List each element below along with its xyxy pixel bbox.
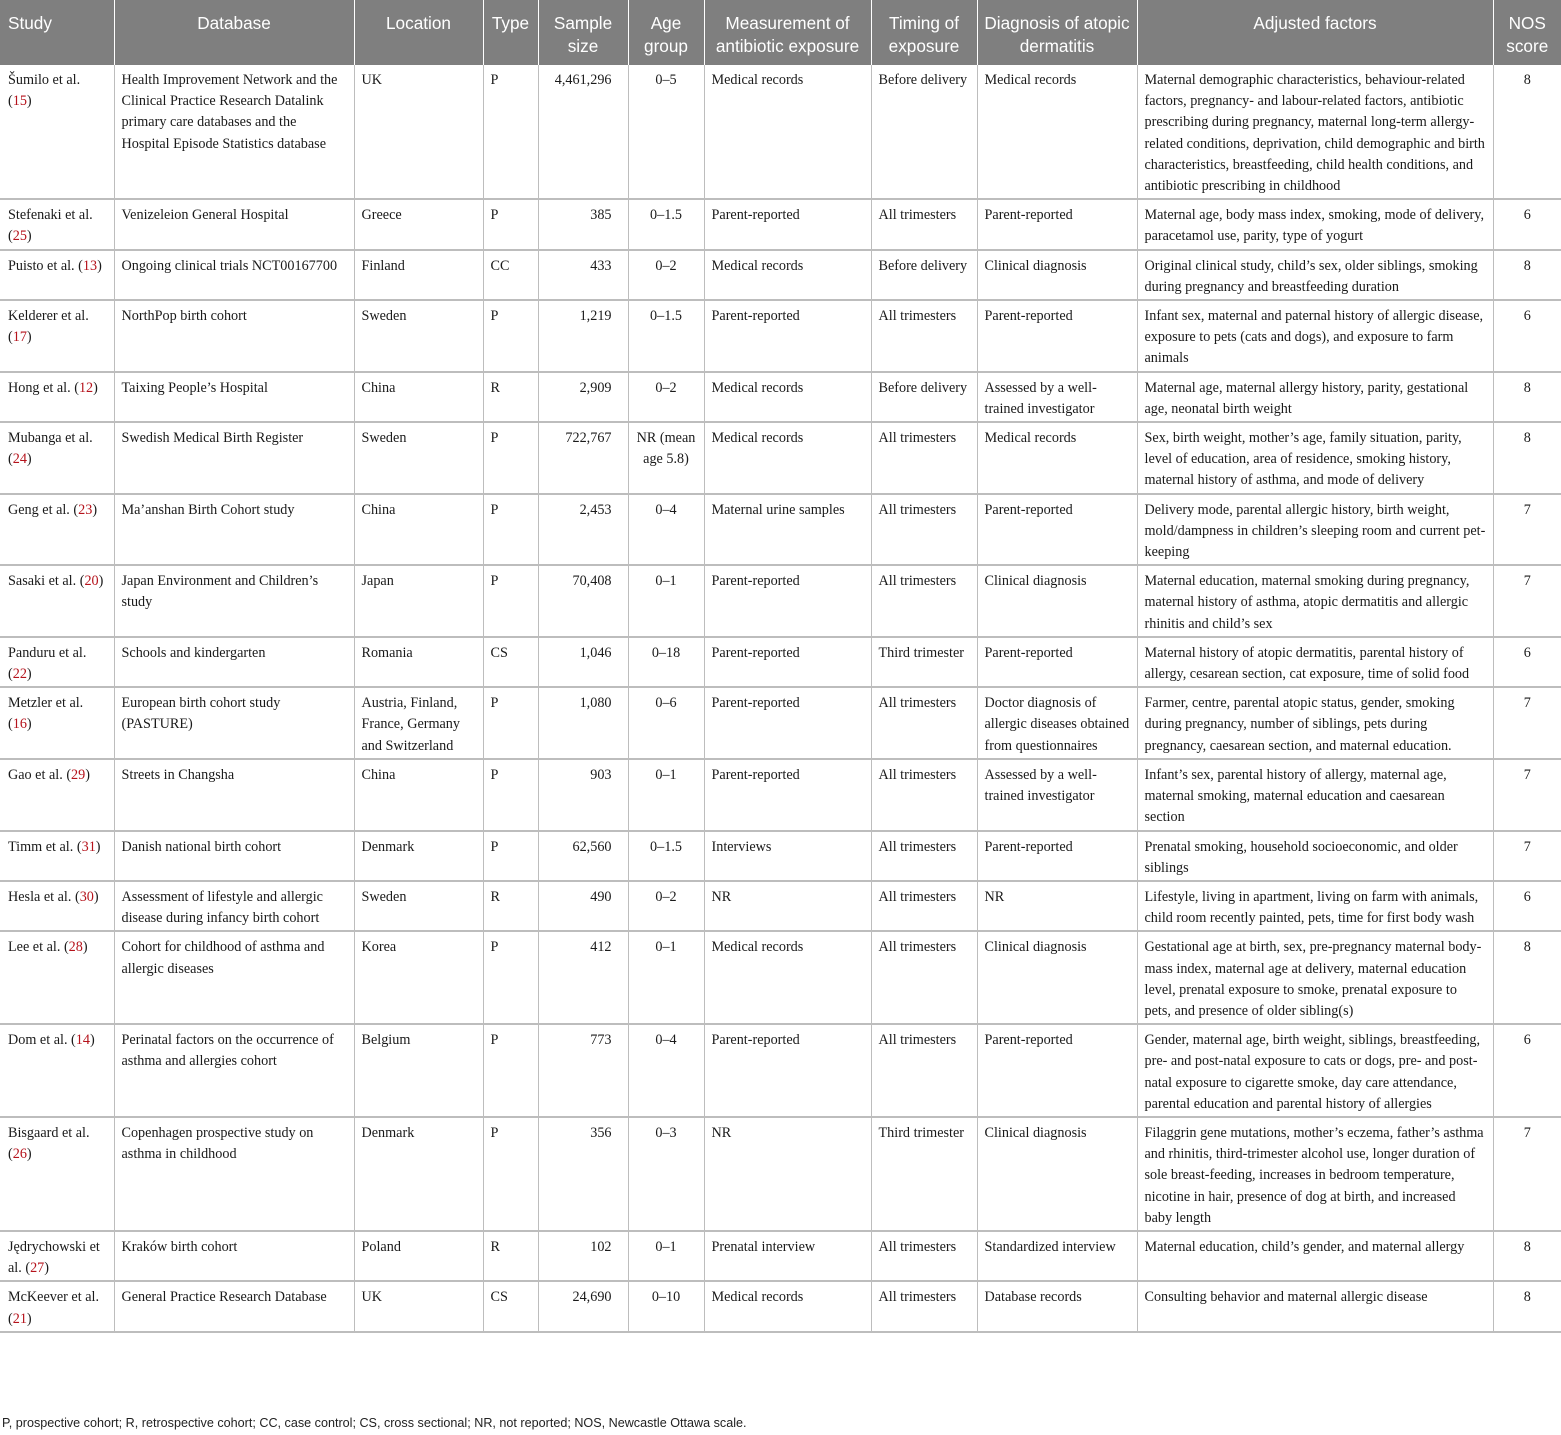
cell-nos-score: 7 [1493, 1117, 1561, 1231]
cell-study: Mubanga et al. (24) [0, 422, 114, 494]
cell-study: Sasaki et al. (20) [0, 565, 114, 637]
cell-adjusted-factors: Lifestyle, living in apartment, living on farm with animals, child room recently painted, pets, time for first body wash [1137, 881, 1493, 931]
cell-database: Japan Environment and Children’s study [114, 565, 354, 637]
cell-type: CS [483, 637, 538, 687]
cell-study: Gao et al. (29) [0, 759, 114, 831]
cell-location: Denmark [354, 831, 483, 881]
cell-study: Lee et al. (28) [0, 931, 114, 1024]
cell-nos-score: 8 [1493, 250, 1561, 300]
cell-database: Assessment of lifestyle and allergic disease during infancy birth cohort [114, 881, 354, 931]
cell-diagnosis: Clinical diagnosis [977, 250, 1137, 300]
cell-adjusted-factors: Infant sex, maternal and paternal history of allergic disease, exposure to pets (cats and dogs), and exposure to farm animals [1137, 300, 1493, 372]
header-row [0, 0, 1561, 65]
cell-adjusted-factors: Maternal education, maternal smoking during pregnancy, maternal history of asthma, atopic dermatitis and allergic rhinitis and child’s sex [1137, 565, 1493, 637]
cell-measurement: Medical records [704, 372, 871, 422]
table-row [0, 637, 1561, 687]
cell-study: Geng et al. (23) [0, 494, 114, 566]
table-header [0, 0, 1561, 65]
table-row [0, 300, 1561, 372]
cell-type: R [483, 881, 538, 931]
cell-sample-size: 490 [538, 881, 628, 931]
cell-measurement: Parent-reported [704, 199, 871, 249]
cell-diagnosis: Parent-reported [977, 1024, 1137, 1117]
study-name: Šumilo et al. [8, 72, 81, 88]
study-name: Hesla et al. [8, 888, 72, 905]
reference-link[interactable]: 17 [12, 329, 27, 346]
reference-link[interactable]: 28 [68, 939, 83, 956]
cell-timing: All trimesters [871, 199, 977, 249]
cell-age-group: 0–6 [628, 687, 704, 759]
cell-sample-size: 2,909 [538, 372, 628, 422]
cell-age-group: 0–1 [628, 565, 704, 637]
cell-location: China [354, 372, 483, 422]
cell-nos-score: 7 [1493, 565, 1561, 637]
cell-age-group: 0–18 [628, 637, 704, 687]
cell-diagnosis: Clinical diagnosis [977, 565, 1137, 637]
header-age-group: Age group [628, 0, 704, 65]
cell-adjusted-factors: Maternal age, maternal allergy history, parity, gestational age, neonatal birth weight [1137, 372, 1493, 422]
cell-location: UK [354, 65, 483, 199]
cell-measurement: Parent-reported [704, 759, 871, 831]
cell-adjusted-factors: Delivery mode, parental allergic history, birth weight, mold/dampness in children’s sleeping room and current pet-keeping [1137, 494, 1493, 566]
cell-age-group: NR (mean age 5.8) [628, 422, 704, 494]
cell-age-group: 0–2 [628, 250, 704, 300]
cell-type: P [483, 300, 538, 372]
table-row [0, 565, 1561, 637]
cell-database: Schools and kindergarten [114, 637, 354, 687]
cell-measurement: NR [704, 1117, 871, 1231]
cell-nos-score: 8 [1493, 65, 1561, 199]
cell-study: Jędrychowski et al. (27) [0, 1231, 114, 1281]
header-type: Type [483, 0, 538, 65]
cell-measurement: Medical records [704, 250, 871, 300]
cell-diagnosis: Assessed by a well-trained investigator [977, 372, 1137, 422]
cell-study: Hong et al. (12) [0, 372, 114, 422]
cell-type: P [483, 565, 538, 637]
cell-database: Health Improvement Network and the Clinical Practice Research Datalink primary care databases and the Hospital Episode Statistics database [114, 65, 354, 199]
study-name: Gao et al. [8, 766, 63, 783]
cell-timing: All trimesters [871, 300, 977, 372]
cell-database: General Practice Research Database [114, 1281, 354, 1331]
cell-nos-score: 7 [1493, 687, 1561, 759]
table-row [0, 881, 1561, 931]
cell-sample-size: 773 [538, 1024, 628, 1117]
cell-sample-size: 24,690 [538, 1281, 628, 1331]
cell-diagnosis: Doctor diagnosis of allergic diseases obtained from questionnaires [977, 687, 1137, 759]
reference-link[interactable]: 31 [81, 838, 96, 855]
cell-diagnosis: Medical records [977, 422, 1137, 494]
table-row [0, 372, 1561, 422]
cell-adjusted-factors: Gestational age at birth, sex, pre-pregnancy maternal body-mass index, maternal age at delivery, maternal education level, prenatal exposure to smoke, prenatal exposure to pets, and presence of older sibling(s) [1137, 931, 1493, 1024]
cell-sample-size: 102 [538, 1231, 628, 1281]
cell-age-group: 0–1 [628, 759, 704, 831]
cell-timing: All trimesters [871, 881, 977, 931]
cell-sample-size: 385 [538, 199, 628, 249]
cell-nos-score: 8 [1493, 372, 1561, 422]
study-name: Bisgaard et al. [8, 1124, 90, 1141]
cell-database: Taixing People’s Hospital [114, 372, 354, 422]
reference-link[interactable]: 26 [12, 1146, 27, 1163]
table-row [0, 1117, 1561, 1231]
cell-diagnosis: Parent-reported [977, 300, 1137, 372]
cell-location: Belgium [354, 1024, 483, 1117]
cell-measurement: Medical records [704, 1281, 871, 1331]
study-name: Puisto et al. [8, 257, 75, 274]
table-row [0, 199, 1561, 249]
cell-nos-score: 8 [1493, 1281, 1561, 1331]
study-name: Kelderer et al. [8, 308, 89, 325]
cell-adjusted-factors: Sex, birth weight, mother’s age, family situation, parity, level of education, area of residence, smoking history, maternal history of asthma, and mode of delivery [1137, 422, 1493, 494]
reference-link[interactable]: 14 [75, 1032, 90, 1049]
cell-location: Finland [354, 250, 483, 300]
cell-location: Poland [354, 1231, 483, 1281]
cell-timing: All trimesters [871, 1231, 977, 1281]
study-name: McKeever et al. [8, 1289, 99, 1306]
cell-study: Dom et al. (14) [0, 1024, 114, 1117]
cell-nos-score: 8 [1493, 422, 1561, 494]
cell-timing: Before delivery [871, 250, 977, 300]
cell-sample-size: 722,767 [538, 422, 628, 494]
header-nos-score: NOS score [1493, 0, 1561, 65]
cell-diagnosis: Standardized interview [977, 1231, 1137, 1281]
cell-database: Ma’anshan Birth Cohort study [114, 494, 354, 566]
table-row [0, 759, 1561, 831]
header-sample-size: Sample size [538, 0, 628, 65]
cell-adjusted-factors: Maternal demographic characteristics, behaviour-related factors, pregnancy- and labour-related factors, antibiotic prescribing during pregnancy, maternal long-term allergy- related conditions, deprivation, child demographic and birth characteristics, breastfeeding, child health conditions, and antibiotic prescribing in childhood [1137, 65, 1493, 199]
reference-link[interactable]: 16 [12, 716, 27, 733]
cell-age-group: 0–1.5 [628, 831, 704, 881]
table-row [0, 687, 1561, 759]
cell-location: Romania [354, 637, 483, 687]
cell-nos-score: 6 [1493, 1024, 1561, 1117]
cell-database: Danish national birth cohort [114, 831, 354, 881]
study-name: Stefenaki et al. [8, 207, 93, 224]
study-name: Hong et al. [8, 379, 71, 396]
study-name: Timm et al. [8, 838, 74, 855]
cell-timing: All trimesters [871, 1024, 977, 1117]
cell-measurement: Parent-reported [704, 1024, 871, 1117]
cell-database: Kraków birth cohort [114, 1231, 354, 1281]
cell-timing: All trimesters [871, 759, 977, 831]
cell-measurement: Medical records [704, 65, 871, 199]
cell-timing: Before delivery [871, 372, 977, 422]
cell-type: P [483, 831, 538, 881]
header-database: Database [114, 0, 354, 65]
cell-timing: Third trimester [871, 637, 977, 687]
cell-diagnosis: Assessed by a well-trained investigator [977, 759, 1137, 831]
cell-diagnosis: NR [977, 881, 1137, 931]
cell-measurement: Prenatal interview [704, 1231, 871, 1281]
cell-location: Greece [354, 199, 483, 249]
reference-link[interactable]: 30 [79, 888, 94, 905]
cell-measurement: Parent-reported [704, 637, 871, 687]
table-row [0, 831, 1561, 881]
cell-diagnosis: Parent-reported [977, 199, 1137, 249]
cell-study: Bisgaard et al. (26) [0, 1117, 114, 1231]
cell-nos-score: 6 [1493, 881, 1561, 931]
header-location: Location [354, 0, 483, 65]
cell-type: CS [483, 1281, 538, 1331]
cell-diagnosis: Parent-reported [977, 831, 1137, 881]
table-row [0, 1024, 1561, 1117]
cell-database: NorthPop birth cohort [114, 300, 354, 372]
reference-link[interactable]: 29 [71, 766, 86, 783]
study-name: Panduru et al. [8, 644, 87, 661]
reference-link[interactable]: 13 [82, 257, 98, 274]
cell-adjusted-factors: Infant’s sex, parental history of allergy, maternal age, maternal smoking, maternal education and caesarean section [1137, 759, 1493, 831]
study-name: Lee et al. [8, 939, 61, 956]
reference-link[interactable]: 12 [78, 379, 94, 396]
reference-link[interactable]: 15 [12, 93, 27, 110]
cell-diagnosis: Database records [977, 1281, 1137, 1331]
cell-location: Austria, Finland, France, Germany and Switzerland [354, 687, 483, 759]
cell-study: Stefenaki et al. (25) [0, 199, 114, 249]
cell-measurement: Medical records [704, 931, 871, 1024]
cell-age-group: 0–2 [628, 881, 704, 931]
cell-measurement: Maternal urine samples [704, 494, 871, 566]
cell-nos-score: 7 [1493, 494, 1561, 566]
cell-adjusted-factors: Maternal age, body mass index, smoking, mode of delivery, paracetamol use, parity, type of yogurt [1137, 199, 1493, 249]
cell-timing: Third trimester [871, 1117, 977, 1231]
table-row [0, 1281, 1561, 1331]
cell-adjusted-factors: Consulting behavior and maternal allergic disease [1137, 1281, 1493, 1331]
study-name: Dom et al. [8, 1032, 68, 1049]
cell-age-group: 0–10 [628, 1281, 704, 1331]
cell-sample-size: 1,080 [538, 687, 628, 759]
cell-type: P [483, 931, 538, 1024]
cell-location: Japan [354, 565, 483, 637]
cell-diagnosis: Parent-reported [977, 494, 1137, 566]
cell-sample-size: 4,461,296 [538, 65, 628, 199]
header-measurement: Measurement of antibiotic exposure [704, 0, 871, 65]
cell-location: China [354, 759, 483, 831]
cell-database: Perinatal factors on the occurrence of asthma and allergies cohort [114, 1024, 354, 1117]
reference-link[interactable]: 22 [12, 666, 27, 683]
cell-age-group: 0–1 [628, 1231, 704, 1281]
cell-diagnosis: Parent-reported [977, 637, 1137, 687]
study-name: Sasaki et al. [8, 573, 77, 590]
cell-timing: All trimesters [871, 565, 977, 637]
cell-adjusted-factors: Gender, maternal age, birth weight, siblings, breastfeeding, pre- and post-natal exposure to cats or dogs, pre- and post-natal exposure to cigarette smoke, day care attendance, parental education and parental history of allergies [1137, 1024, 1493, 1117]
cell-type: P [483, 65, 538, 199]
cell-type: P [483, 1117, 538, 1231]
cell-age-group: 0–3 [628, 1117, 704, 1231]
cell-database: Cohort for childhood of asthma and allergic diseases [114, 931, 354, 1024]
cell-timing: All trimesters [871, 687, 977, 759]
cell-database: Ongoing clinical trials NCT00167700 [114, 250, 354, 300]
cell-type: R [483, 1231, 538, 1281]
cell-study: Puisto et al. (13) [0, 250, 114, 300]
study-name: Mubanga et al. [8, 430, 93, 447]
cell-age-group: 0–1.5 [628, 199, 704, 249]
reference-link[interactable]: 20 [84, 573, 99, 590]
cell-sample-size: 2,453 [538, 494, 628, 566]
cell-sample-size: 62,560 [538, 831, 628, 881]
cell-age-group: 0–1 [628, 931, 704, 1024]
cell-sample-size: 70,408 [538, 565, 628, 637]
reference-link[interactable]: 25 [12, 228, 27, 245]
cell-sample-size: 903 [538, 759, 628, 831]
cell-adjusted-factors: Original clinical study, child’s sex, older siblings, smoking during pregnancy and breastfeeding duration [1137, 250, 1493, 300]
cell-type: R [483, 372, 538, 422]
cell-database: Swedish Medical Birth Register [114, 422, 354, 494]
cell-adjusted-factors: Maternal history of atopic dermatitis, parental history of allergy, cesarean section, cat exposure, time of solid food [1137, 637, 1493, 687]
cell-type: P [483, 199, 538, 249]
table-row [0, 494, 1561, 566]
cell-database: Streets in Changsha [114, 759, 354, 831]
table-body [0, 65, 1561, 1332]
study-name: Jędrychowski et al. [8, 1238, 100, 1277]
cell-adjusted-factors: Maternal education, child’s gender, and maternal allergy [1137, 1231, 1493, 1281]
cell-type: P [483, 1024, 538, 1117]
cell-measurement: NR [704, 881, 871, 931]
cell-measurement: Medical records [704, 422, 871, 494]
cell-adjusted-factors: Filaggrin gene mutations, mother’s eczema, father’s asthma and rhinitis, third-trimester alcohol use, longer duration of sole breast-feeding, increases in bedroom temperature, nicotine in hair, presence of dog at birth, and increased baby length [1137, 1117, 1493, 1231]
cell-nos-score: 6 [1493, 637, 1561, 687]
cell-type: P [483, 494, 538, 566]
header-study: Study [0, 0, 114, 65]
cell-location: Sweden [354, 300, 483, 372]
cell-measurement: Parent-reported [704, 687, 871, 759]
cell-database: Copenhagen prospective study on asthma in childhood [114, 1117, 354, 1231]
cell-diagnosis: Medical records [977, 65, 1137, 199]
cell-nos-score: 8 [1493, 1231, 1561, 1281]
reference-link[interactable]: 24 [12, 451, 27, 468]
cell-study: Panduru et al. (22) [0, 637, 114, 687]
cell-study: Kelderer et al. (17) [0, 300, 114, 372]
cell-age-group: 0–5 [628, 65, 704, 199]
reference-link[interactable]: 21 [12, 1310, 27, 1327]
reference-link[interactable]: 23 [78, 501, 93, 518]
cell-location: China [354, 494, 483, 566]
cell-location: Denmark [354, 1117, 483, 1231]
cell-timing: All trimesters [871, 422, 977, 494]
cell-nos-score: 6 [1493, 199, 1561, 249]
cell-age-group: 0–2 [628, 372, 704, 422]
cell-diagnosis: Clinical diagnosis [977, 1117, 1137, 1231]
study-name: Metzler et al. [8, 695, 84, 712]
cell-adjusted-factors: Farmer, centre, parental atopic status, gender, smoking during pregnancy, number of siblings, pets during pregnancy, caesarean section, and maternal education. [1137, 687, 1493, 759]
cell-nos-score: 7 [1493, 759, 1561, 831]
cell-measurement: Parent-reported [704, 300, 871, 372]
cell-location: UK [354, 1281, 483, 1331]
cell-sample-size: 412 [538, 931, 628, 1024]
cell-study: Metzler et al. (16) [0, 687, 114, 759]
cell-nos-score: 7 [1493, 831, 1561, 881]
cell-sample-size: 433 [538, 250, 628, 300]
cell-timing: All trimesters [871, 1281, 977, 1331]
cell-study: Hesla et al. (30) [0, 881, 114, 931]
cell-age-group: 0–1.5 [628, 300, 704, 372]
cell-timing: All trimesters [871, 831, 977, 881]
cell-adjusted-factors: Prenatal smoking, household socioeconomic, and older siblings [1137, 831, 1493, 881]
table-row [0, 65, 1561, 199]
header-adjusted-factors: Adjusted factors [1137, 0, 1493, 65]
cell-sample-size: 356 [538, 1117, 628, 1231]
cell-study: Šumilo et al. (15) [0, 65, 114, 199]
cell-study: McKeever et al. (21) [0, 1281, 114, 1331]
study-name: Geng et al. [8, 501, 70, 518]
cell-sample-size: 1,219 [538, 300, 628, 372]
table-footnote: P, prospective cohort; R, retrospective cohort; CC, case control; CS, cross sectional; NR, not reported; NOS, Newcastle Ottawa scale. [2, 1416, 747, 1430]
cell-timing: Before delivery [871, 65, 977, 199]
cell-type: P [483, 687, 538, 759]
table-row [0, 931, 1561, 1024]
cell-nos-score: 6 [1493, 300, 1561, 372]
cell-type: CC [483, 250, 538, 300]
table-row [0, 422, 1561, 494]
cell-nos-score: 8 [1493, 931, 1561, 1024]
cell-database: European birth cohort study (PASTURE) [114, 687, 354, 759]
cell-timing: All trimesters [871, 494, 977, 566]
cell-type: P [483, 759, 538, 831]
cell-database: Venizeleion General Hospital [114, 199, 354, 249]
cell-type: P [483, 422, 538, 494]
table-row [0, 250, 1561, 300]
cell-measurement: Interviews [704, 831, 871, 881]
cell-timing: All trimesters [871, 931, 977, 1024]
header-timing: Timing of exposure [871, 0, 977, 65]
cell-diagnosis: Clinical diagnosis [977, 931, 1137, 1024]
cell-measurement: Parent-reported [704, 565, 871, 637]
cell-study: Timm et al. (31) [0, 831, 114, 881]
cell-location: Sweden [354, 881, 483, 931]
reference-link[interactable]: 27 [30, 1260, 45, 1277]
cell-sample-size: 1,046 [538, 637, 628, 687]
table-row [0, 1231, 1561, 1281]
cell-location: Korea [354, 931, 483, 1024]
cell-age-group: 0–4 [628, 494, 704, 566]
cell-age-group: 0–4 [628, 1024, 704, 1117]
cell-location: Sweden [354, 422, 483, 494]
header-diagnosis: Diagnosis of atopic dermatitis [977, 0, 1137, 65]
